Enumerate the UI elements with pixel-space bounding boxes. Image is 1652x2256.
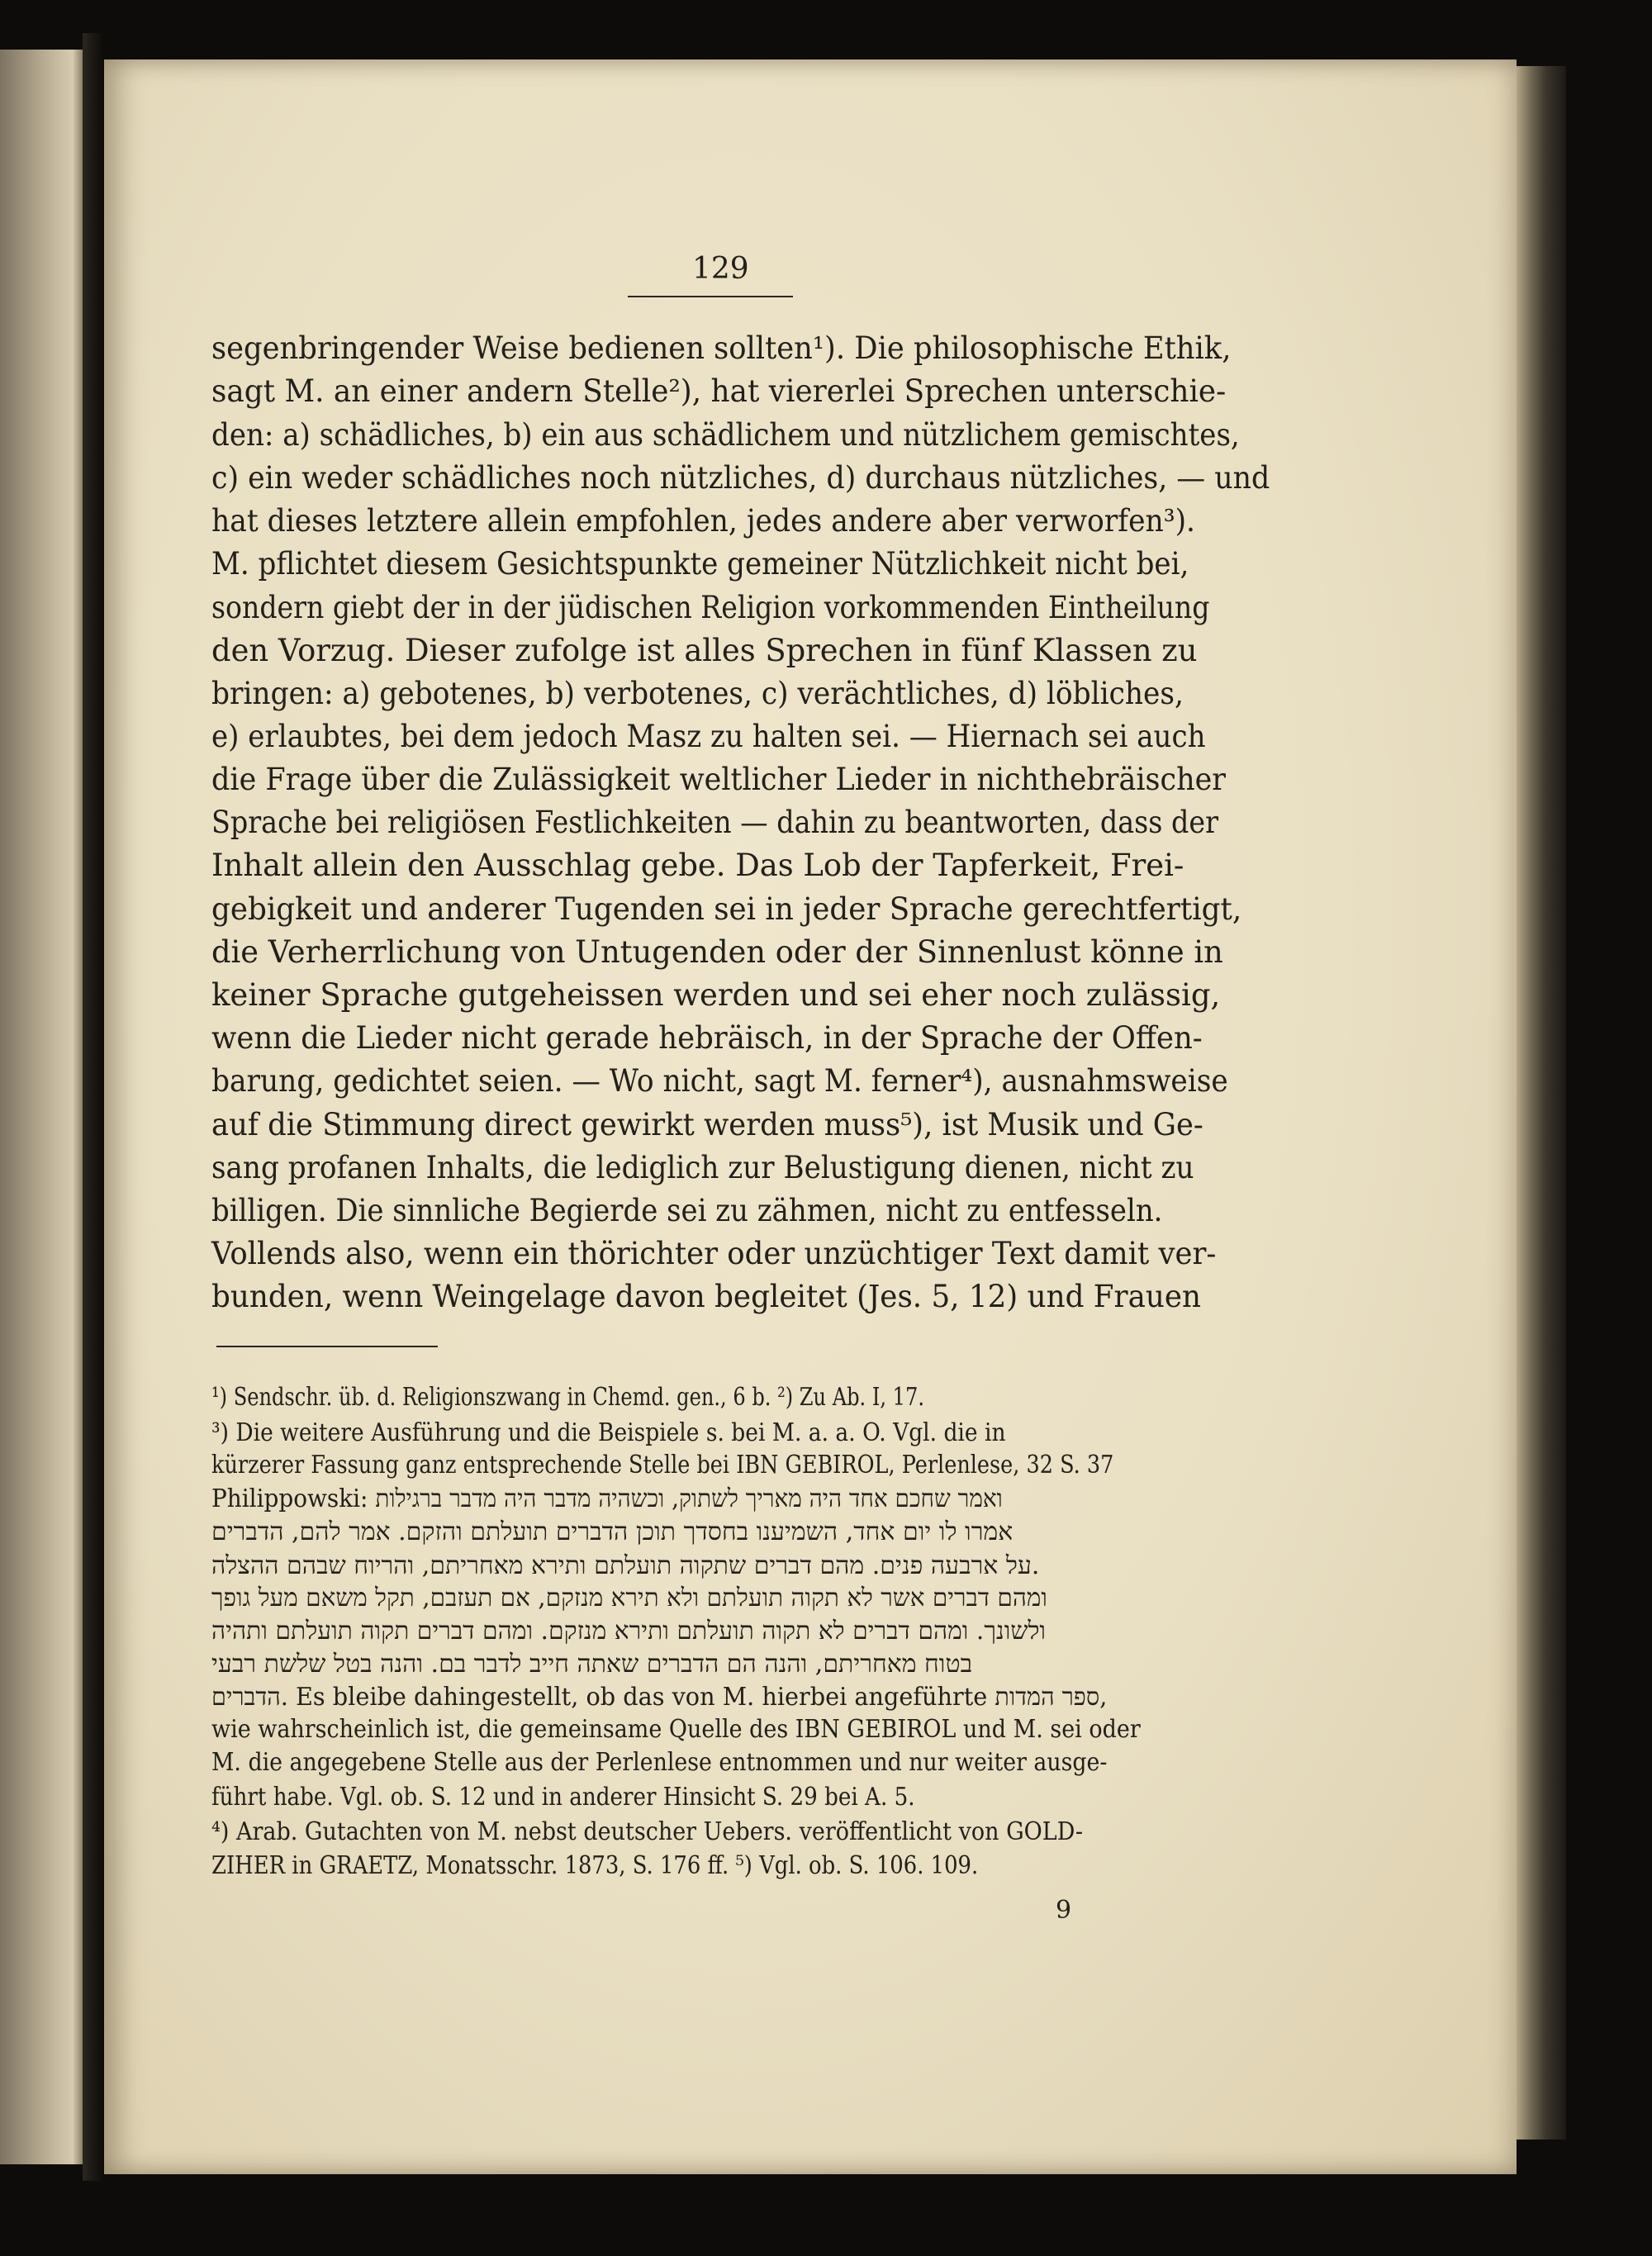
footnote-line: ומהם דברים אשר לא תקוה תועלתם ולא תירא מנזקם, אם תעזבם, תקל משאם מעל גופך bbox=[211, 1584, 1047, 1612]
footnote-line: ⁴) Arab. Gutachten von M. nebst deutscher Uebers. veröffentlicht von GOLD- bbox=[211, 1817, 1083, 1846]
footnote-line: הדברים. Es bleibe dahingestellt, ob das von M. hierbei angeführte ספר המדות, bbox=[211, 1683, 1108, 1712]
body-line: sagt M. an einer andern Stelle²), hat viererlei Sprechen unterschie- bbox=[211, 373, 1227, 409]
footnote-line: führt habe. Vgl. ob. S. 12 und in anderer Hinsicht S. 29 bei A. 5. bbox=[211, 1783, 915, 1812]
body-line: e) erlaubtes, bei dem jedoch Masz zu halten sei. — Hiernach sei auch bbox=[211, 719, 1206, 754]
body-line: keiner Sprache gutgeheissen werden und sei eher noch zulässig, bbox=[211, 977, 1221, 1013]
footnote-rule bbox=[216, 1346, 438, 1347]
body-line: die Verherrlichung von Untugenden oder der Sinnenlust könne in bbox=[211, 934, 1223, 970]
body-line: bringen: a) gebotenes, b) verbotenes, c) verächtliches, d) löbliches, bbox=[211, 676, 1184, 711]
body-line: die Frage über die Zulässigkeit weltlicher Lieder in nichthebräischer bbox=[211, 762, 1226, 797]
footnote-line: ZIHER in GRAETZ, Monatsschr. 1873, S. 176 ff. ⁵) Vgl. ob. S. 106. 109. bbox=[211, 1851, 979, 1880]
book-gutter bbox=[83, 33, 104, 2181]
body-line: Inhalt allein den Ausschlag gebe. Das Lob der Tapferkeit, Frei- bbox=[211, 848, 1184, 883]
previous-page-edge bbox=[0, 50, 83, 2164]
body-line: sondern giebt der in der jüdischen Religion vorkommenden Eintheilung bbox=[211, 590, 1210, 625]
footnote-line: בטוח מאחריתם, והנה הם הדברים שאתה חייב לדבר בם. והנה בטל שלשת רבעי bbox=[211, 1650, 973, 1679]
footnote-line: M. die angegebene Stelle aus der Perlenlese entnommen und nur weiter ausge- bbox=[211, 1748, 1108, 1777]
body-line: billigen. Die sinnliche Begierde sei zu zähmen, nicht zu entfesseln. bbox=[211, 1193, 1163, 1228]
body-line: den Vorzug. Dieser zufolge ist alles Sprechen in fünf Klassen zu bbox=[211, 633, 1198, 668]
body-line: sang profanen Inhalts, die lediglich zur Belustigung dienen, nicht zu bbox=[211, 1150, 1194, 1185]
footnote-line: על ארבעה פנים. מהם דברים שתקוה תועלתם ותירא מאחריתם, והריוח שבהם ההצלה. bbox=[211, 1551, 1040, 1580]
footnote-line: wie wahrscheinlich ist, die gemeinsame Quelle des IBN GEBIROL und M. sei oder bbox=[211, 1715, 1141, 1744]
signature-mark: 9 bbox=[1056, 1896, 1072, 1925]
footnote-line: kürzerer Fassung ganz entsprechende Stelle bei IBN GEBIROL, Perlenlese, 32 S. 37 bbox=[211, 1451, 1114, 1479]
footnote-line: ³) Die weitere Ausführung und die Beispiele s. bei M. a. a. O. Vgl. die in bbox=[211, 1418, 1006, 1447]
body-line: Sprache bei religiösen Festlichkeiten — dahin zu beantworten, dass der bbox=[211, 805, 1219, 840]
body-line: den: a) schädliches, b) ein aus schädlichem und nützlichem gemischtes, bbox=[211, 417, 1240, 453]
body-line: gebigkeit und anderer Tugenden sei in jeder Sprache gerechtfertigt, bbox=[211, 891, 1242, 927]
body-line: bunden, wenn Weingelage davon begleitet (Jes. 5, 12) und Frauen bbox=[211, 1279, 1202, 1314]
footnote-line: ¹) Sendschr. üb. d. Religionszwang in Chemd. gen., 6 b. ²) Zu Ab. I, 17. bbox=[211, 1383, 924, 1412]
footnote-line: אמרו לו יום אחד, השמיענו בחסדך תוכן הדברים תועלתם והזקם. אמר להם, הדברים bbox=[211, 1517, 1014, 1546]
body-line: Vollends also, wenn ein thörichter oder unzüchtiger Text damit ver- bbox=[211, 1236, 1217, 1271]
body-line: segenbringender Weise bedienen sollten¹). Die philosophische Ethik, bbox=[211, 330, 1232, 366]
page-block-edge bbox=[1517, 66, 1566, 2140]
body-line: hat dieses letztere allein empfohlen, jedes andere aber verworfen³). bbox=[211, 503, 1196, 539]
body-line: wenn die Lieder nicht gerade hebräisch, in der Sprache der Offen- bbox=[211, 1020, 1203, 1056]
footnote-line: ולשונך. ומהם דברים לא תקוה תועלתם ותירא מנזקם. ומהם דברים תקוה תועלתם ותהיה bbox=[211, 1617, 1047, 1646]
page-number: 129 bbox=[692, 252, 749, 286]
body-line: c) ein weder schädliches noch nützliches, d) durchaus nützliches, — und bbox=[211, 460, 1270, 496]
body-line: auf die Stimmung direct gewirkt werden muss⁵), ist Musik und Ge- bbox=[211, 1107, 1203, 1142]
footnote-line: Philippowski: ואמר שחכם אחד היה מאריך לשתוק, וכשהיה מדבר היה מדבר ברגילות bbox=[211, 1484, 1003, 1513]
body-line: barung, gedichtet seien. — Wo nicht, sagt M. ferner⁴), ausnahmsweise bbox=[211, 1063, 1228, 1099]
header-rule bbox=[628, 296, 793, 297]
body-line: M. pflichtet diesem Gesichtspunkte gemeiner Nützlichkeit nicht bei, bbox=[211, 546, 1189, 582]
